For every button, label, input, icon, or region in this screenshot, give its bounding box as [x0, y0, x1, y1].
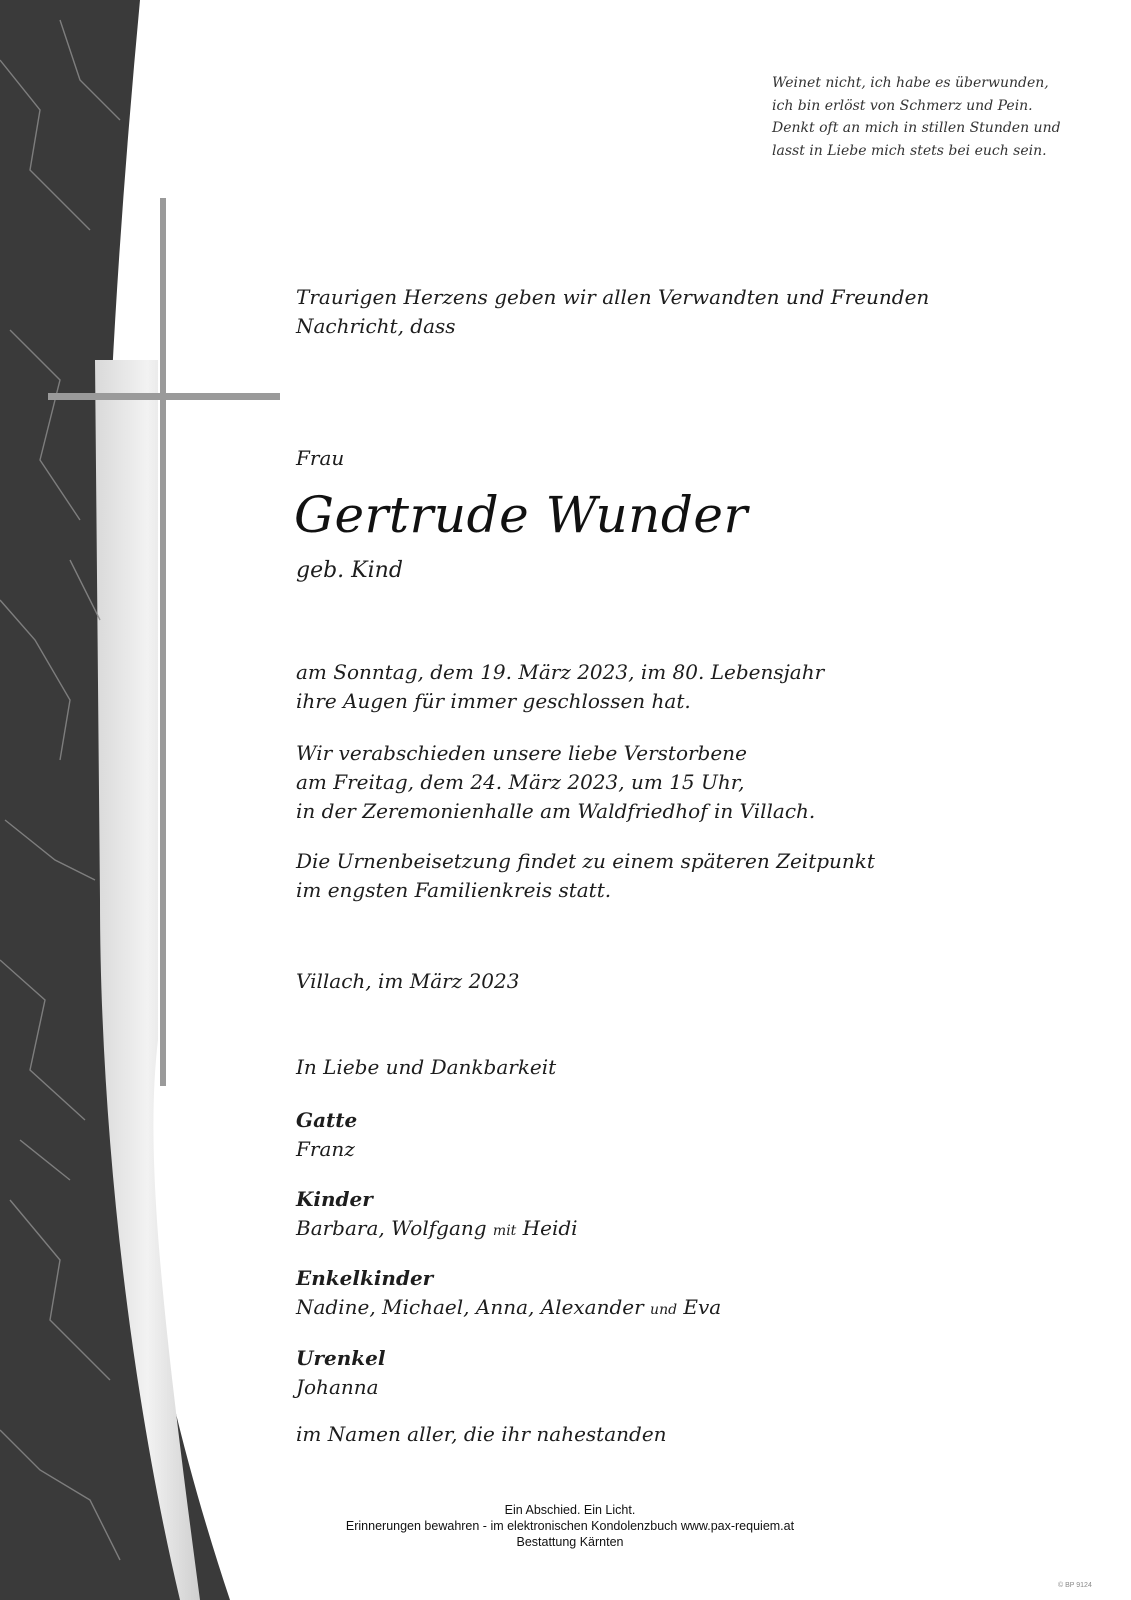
intro-line: Nachricht, dass — [296, 314, 456, 338]
quote-line: Denkt oft an mich in stillen Stunden und — [772, 120, 1061, 136]
relatives-spouse — [296, 1106, 357, 1164]
children-names-a: Barbara, Wolfgang — [296, 1216, 487, 1240]
farewell-line: am Freitag, dem 24. März 2023, um 15 Uhr, — [296, 770, 745, 794]
urn-line: Die Urnenbeisetzung findet zu einem späteren Zeitpunkt — [296, 849, 875, 873]
birth-name: geb. Kind — [296, 558, 403, 583]
relatives-great-grandchildren — [296, 1344, 385, 1402]
urn-line: im engsten Familienkreis statt. — [296, 878, 612, 902]
footer — [300, 1502, 840, 1550]
great-grandchildren-names: Johanna — [296, 1375, 379, 1399]
intro-text — [296, 283, 929, 341]
relatives-children — [296, 1185, 578, 1246]
print-code: © BP 9124 — [1058, 1582, 1092, 1589]
death-notice — [296, 658, 824, 716]
relatives-grandchildren — [296, 1264, 721, 1325]
quote-line: ich bin erlöst von Schmerz und Pein. — [772, 97, 1033, 114]
farewell-line: Wir verabschieden unsere liebe Verstorbene — [296, 741, 747, 765]
on-behalf-line: im Namen aller, die ihr nahestanden — [296, 1422, 667, 1446]
intro-line: Traurigen Herzens geben wir allen Verwandten und Freunden — [296, 285, 930, 309]
grandchildren-names-a: Nadine, Michael, Anna, Alexander — [296, 1295, 644, 1319]
footer-line: Erinnerungen bewahren - im elektronischen Kondolenzbuch www.pax-requiem.at — [345, 1519, 795, 1533]
children-title: Kinder — [296, 1187, 373, 1211]
grandchildren-names-b: Eva — [683, 1295, 722, 1319]
closing-line: In Liebe und Dankbarkeit — [296, 1055, 557, 1079]
quote-line: lasst in Liebe mich stets bei euch sein. — [772, 142, 1047, 159]
death-notice-line: ihre Augen für immer geschlossen hat. — [296, 689, 691, 713]
urn-info — [296, 847, 875, 905]
grandchildren-title: Enkelkinder — [296, 1266, 434, 1290]
cross-vertical-bar — [160, 198, 166, 1086]
farewell-info — [296, 739, 815, 826]
marble-border — [0, 0, 240, 1600]
great-grandchildren-title: Urenkel — [296, 1346, 386, 1370]
salutation: Frau — [296, 446, 345, 470]
farewell-line: in der Zeremonienhalle am Waldfriedhof in Villach. — [296, 799, 816, 823]
death-notice-line: am Sonntag, dem 19. März 2023, im 80. Lebensjahr — [296, 660, 825, 684]
footer-line: Bestattung Kärnten — [516, 1535, 624, 1549]
children-names-b: Heidi — [522, 1216, 578, 1240]
footer-line: Ein Abschied. Ein Licht. — [504, 1503, 636, 1517]
children-names — [296, 1214, 578, 1246]
spouse-name: Franz — [296, 1137, 355, 1161]
grandchildren-conjunction: und — [650, 1302, 678, 1318]
cross-horizontal-bar — [48, 393, 280, 400]
deceased-name: Gertrude Wunder — [294, 486, 748, 544]
spouse-title: Gatte — [296, 1108, 358, 1132]
memorial-quote — [772, 72, 1112, 162]
place-date: Villach, im März 2023 — [296, 969, 520, 993]
quote-line: Weinet nicht, ich habe es überwunden, — [772, 75, 1049, 91]
children-conjunction: mit — [492, 1223, 517, 1239]
grandchildren-names — [296, 1293, 721, 1325]
